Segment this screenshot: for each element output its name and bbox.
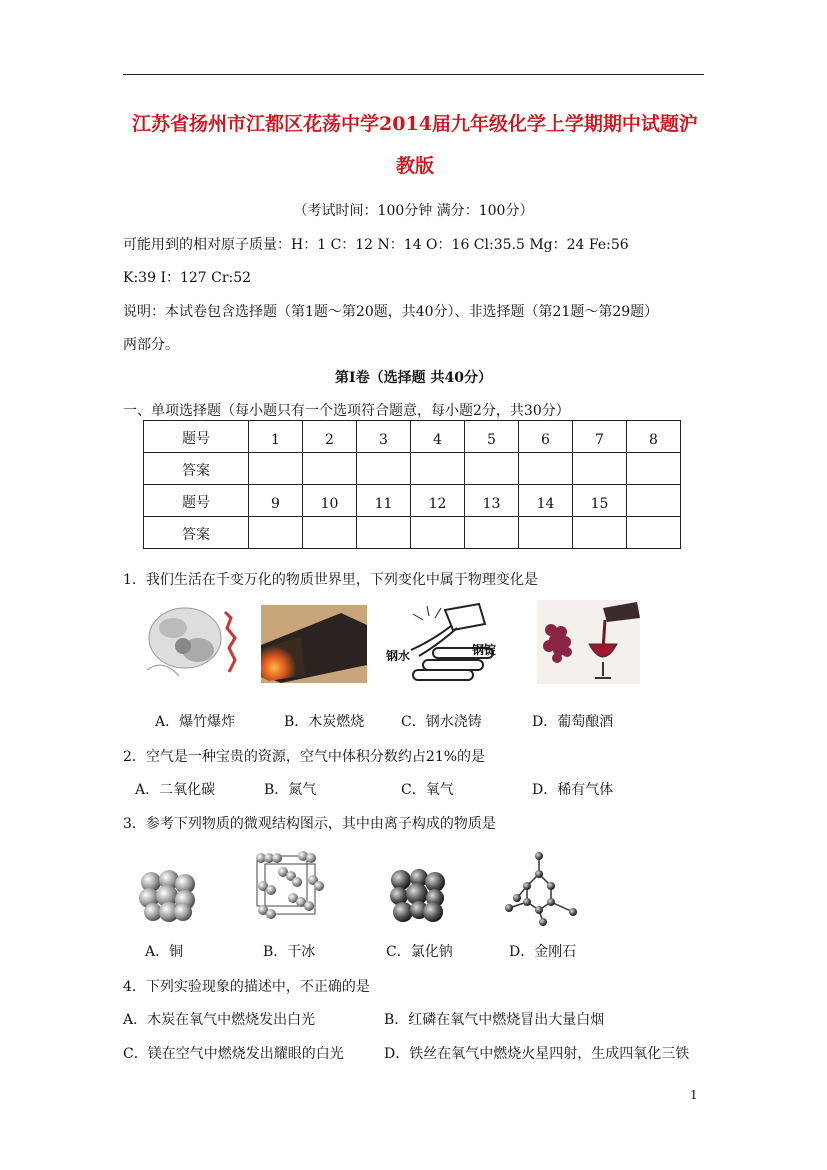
exam-info: （考试时间：100分钟 满分：100分）: [293, 203, 534, 219]
answer-cell[interactable]: [573, 517, 627, 549]
q4-option-b[interactable]: B．红磷在氧气中燃烧冒出大量白烟: [384, 1012, 605, 1028]
copper-structure-figure: [137, 868, 197, 922]
table-row: [144, 485, 681, 517]
q4-option-d[interactable]: D．铁丝在氧气中燃烧火星四射，生成四氧化三铁: [384, 1046, 690, 1062]
section-title: 第Ⅰ卷（选择题 共40分）: [335, 370, 492, 386]
q2-stem: 2．空气是一种宝贵的资源，空气中体积分数约占21%的是: [123, 749, 486, 765]
answer-cell[interactable]: [357, 517, 411, 549]
q3-stem: 3．参考下列物质的微观结构图示，其中由离子构成的物质是: [123, 816, 496, 832]
label-answer: 答案: [144, 517, 249, 549]
q4-option-a[interactable]: A．木炭在氧气中燃烧发出白光: [123, 1012, 316, 1028]
q3-option-a[interactable]: A．铜: [145, 944, 184, 960]
q2-option-a[interactable]: A．二氧化碳: [135, 782, 216, 798]
q3-option-d[interactable]: D．金刚石: [509, 944, 577, 960]
answer-cell[interactable]: [249, 517, 303, 549]
q1-option-a[interactable]: A．爆竹爆炸: [155, 714, 236, 730]
answer-cell[interactable]: [411, 453, 465, 485]
cell-number: 4: [411, 421, 465, 453]
note-line2: 两部分。: [123, 337, 179, 353]
diamond-structure-figure: [499, 850, 583, 926]
charcoal-figure: [261, 605, 367, 683]
fig-label-molten-steel: 钢水: [386, 649, 411, 663]
atomic-masses-line1: 可能用到的相对原子质量：H：1 C：12 N：14 O：16 Cl:35.5 Mg：24 Fe:56: [123, 237, 629, 253]
doc-title-line2: 教版: [395, 155, 434, 177]
fig-label-ingot: 钢锭: [472, 643, 497, 657]
wine-figure: [537, 600, 640, 684]
answer-cell[interactable]: [411, 517, 465, 549]
doc-title-line1: 江苏省扬州市江都区花荡中学2014届九年级化学上学期期中试题沪: [132, 113, 698, 135]
q1-option-d[interactable]: D．葡萄酿酒: [532, 714, 614, 730]
table-row: [144, 517, 681, 549]
q2-option-b[interactable]: B．氮气: [264, 782, 317, 798]
q4-stem: 4．下列实验现象的描述中，不正确的是: [123, 979, 370, 995]
answer-cell[interactable]: [303, 453, 357, 485]
cell-number: 10: [303, 485, 357, 517]
label-answer: 答案: [144, 453, 249, 485]
cell-number: 5: [465, 421, 519, 453]
cell-number: 7: [573, 421, 627, 453]
cell-number: 15: [573, 485, 627, 517]
answer-table: [143, 420, 681, 549]
answer-cell[interactable]: [519, 517, 573, 549]
cell-number: 8: [627, 421, 681, 453]
cell-number: 9: [249, 485, 303, 517]
cell-number: 2: [303, 421, 357, 453]
page-number: 1: [690, 1088, 698, 1102]
q3-option-b[interactable]: B．干冰: [263, 944, 316, 960]
answer-cell[interactable]: [357, 453, 411, 485]
table-row: [144, 421, 681, 453]
cell-number: 6: [519, 421, 573, 453]
answer-cell[interactable]: [465, 453, 519, 485]
header-rule: [123, 74, 704, 75]
answer-cell[interactable]: [519, 453, 573, 485]
answer-cell[interactable]: [303, 517, 357, 549]
table-row: [144, 453, 681, 485]
q2-option-d[interactable]: D．稀有气体: [532, 782, 614, 798]
q4-option-c[interactable]: C．镁在空气中燃烧发出耀眼的白光: [123, 1046, 344, 1062]
cell-number: 13: [465, 485, 519, 517]
cell-number: 1: [249, 421, 303, 453]
answer-cell[interactable]: [465, 517, 519, 549]
label-number: 题号: [144, 421, 249, 453]
q2-option-c[interactable]: C．氧气: [401, 782, 454, 798]
dry-ice-structure-figure: [253, 850, 329, 926]
q3-option-c[interactable]: C．氯化钠: [386, 944, 453, 960]
q1-option-b[interactable]: B．木炭燃烧: [284, 714, 365, 730]
cell-number: 3: [357, 421, 411, 453]
answer-cell[interactable]: [573, 453, 627, 485]
q1-stem: 1．我们生活在千变万化的物质世界里，下列变化中属于物理变化是: [123, 572, 538, 588]
firecracker-figure: [143, 598, 243, 684]
cell-number: [627, 485, 681, 517]
answer-cell[interactable]: [627, 517, 681, 549]
q1-option-c[interactable]: C．钢水浇铸: [401, 714, 482, 730]
cell-number: 11: [357, 485, 411, 517]
answer-cell[interactable]: [627, 453, 681, 485]
part-one-heading: 一、单项选择题（每小题只有一个选项符合题意，每小题2分，共30分）: [123, 403, 570, 419]
cell-number: 14: [519, 485, 573, 517]
answer-cell[interactable]: [249, 453, 303, 485]
note-line1: 说明：本试卷包含选择题（第1题～第20题，共40分）、非选择题（第21题～第29题）: [123, 304, 659, 320]
sodium-chloride-structure-figure: [387, 866, 447, 922]
label-number: 题号: [144, 485, 249, 517]
atomic-masses-line2: K:39 I：127 Cr:52: [123, 270, 252, 286]
cell-number: 12: [411, 485, 465, 517]
